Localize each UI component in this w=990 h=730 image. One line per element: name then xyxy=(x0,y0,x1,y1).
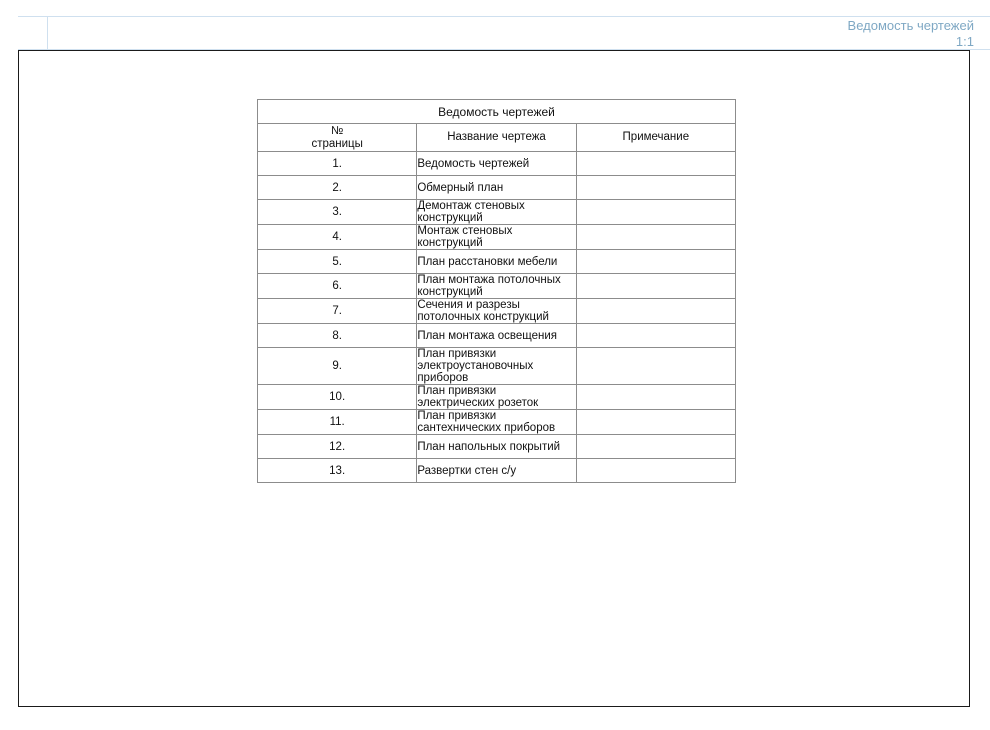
row-note xyxy=(576,435,735,459)
table-row xyxy=(258,176,736,200)
row-note xyxy=(576,225,735,250)
table-row xyxy=(258,324,736,348)
row-number: 3. xyxy=(258,200,417,225)
column-header-page-line2: страницы xyxy=(311,137,363,150)
row-note xyxy=(576,459,735,483)
table-header-row xyxy=(258,124,736,152)
table-row xyxy=(258,410,736,435)
table-row xyxy=(258,225,736,250)
row-note xyxy=(576,410,735,435)
row-number: 1. xyxy=(258,152,417,176)
row-name: План привязки электроустановочных приборов xyxy=(417,348,576,385)
row-note xyxy=(576,200,735,225)
row-note xyxy=(576,324,735,348)
row-name: План привязки сантехнических приборов xyxy=(417,410,576,435)
row-note xyxy=(576,152,735,176)
row-number: 12. xyxy=(258,435,417,459)
drawing-sheet xyxy=(18,50,970,707)
row-number: 11. xyxy=(258,410,417,435)
header-left-box xyxy=(18,17,48,49)
table-row xyxy=(258,200,736,225)
row-note xyxy=(576,299,735,324)
header-scale: 1:1 xyxy=(955,34,974,49)
table-row xyxy=(258,274,736,299)
row-note xyxy=(576,385,735,410)
row-number: 9. xyxy=(258,348,417,385)
row-name: Развертки стен с/у xyxy=(417,459,576,483)
row-name: Ведомость чертежей xyxy=(417,152,576,176)
table-row xyxy=(258,299,736,324)
row-note xyxy=(576,176,735,200)
row-number: 10. xyxy=(258,385,417,410)
table-row xyxy=(258,459,736,483)
row-note xyxy=(576,250,735,274)
row-number: 8. xyxy=(258,324,417,348)
column-header-page xyxy=(258,124,417,152)
row-name: План монтажа потолочных конструкций xyxy=(417,274,576,299)
row-name: Обмерный план xyxy=(417,176,576,200)
table-row xyxy=(258,348,736,385)
row-note xyxy=(576,348,735,385)
row-number: 6. xyxy=(258,274,417,299)
row-note xyxy=(576,274,735,299)
row-number: 2. xyxy=(258,176,417,200)
row-name: План монтажа освещения xyxy=(417,324,576,348)
column-header-note: Примечание xyxy=(576,124,735,152)
sheet-header-strip xyxy=(18,16,990,50)
row-number: 4. xyxy=(258,225,417,250)
table-caption: Ведомость чертежей xyxy=(258,100,736,124)
table-row xyxy=(258,250,736,274)
table-row xyxy=(258,385,736,410)
row-number: 13. xyxy=(258,459,417,483)
header-title: Ведомость чертежей xyxy=(847,18,974,33)
table-caption-row xyxy=(258,100,736,124)
column-header-name: Название чертежа xyxy=(417,124,576,152)
drawings-register-table xyxy=(257,99,736,483)
row-name: Монтаж стеновых конструкций xyxy=(417,225,576,250)
row-name: План напольных покрытий xyxy=(417,435,576,459)
row-name: План привязки электрических розеток xyxy=(417,385,576,410)
row-name: Демонтаж стеновых конструкций xyxy=(417,200,576,225)
table-row xyxy=(258,435,736,459)
row-name: План расстановки мебели xyxy=(417,250,576,274)
row-number: 5. xyxy=(258,250,417,274)
table-row xyxy=(258,152,736,176)
column-header-page-line1: № xyxy=(330,124,344,137)
row-name: Сечения и разрезы потолочных конструкций xyxy=(417,299,576,324)
row-number: 7. xyxy=(258,299,417,324)
